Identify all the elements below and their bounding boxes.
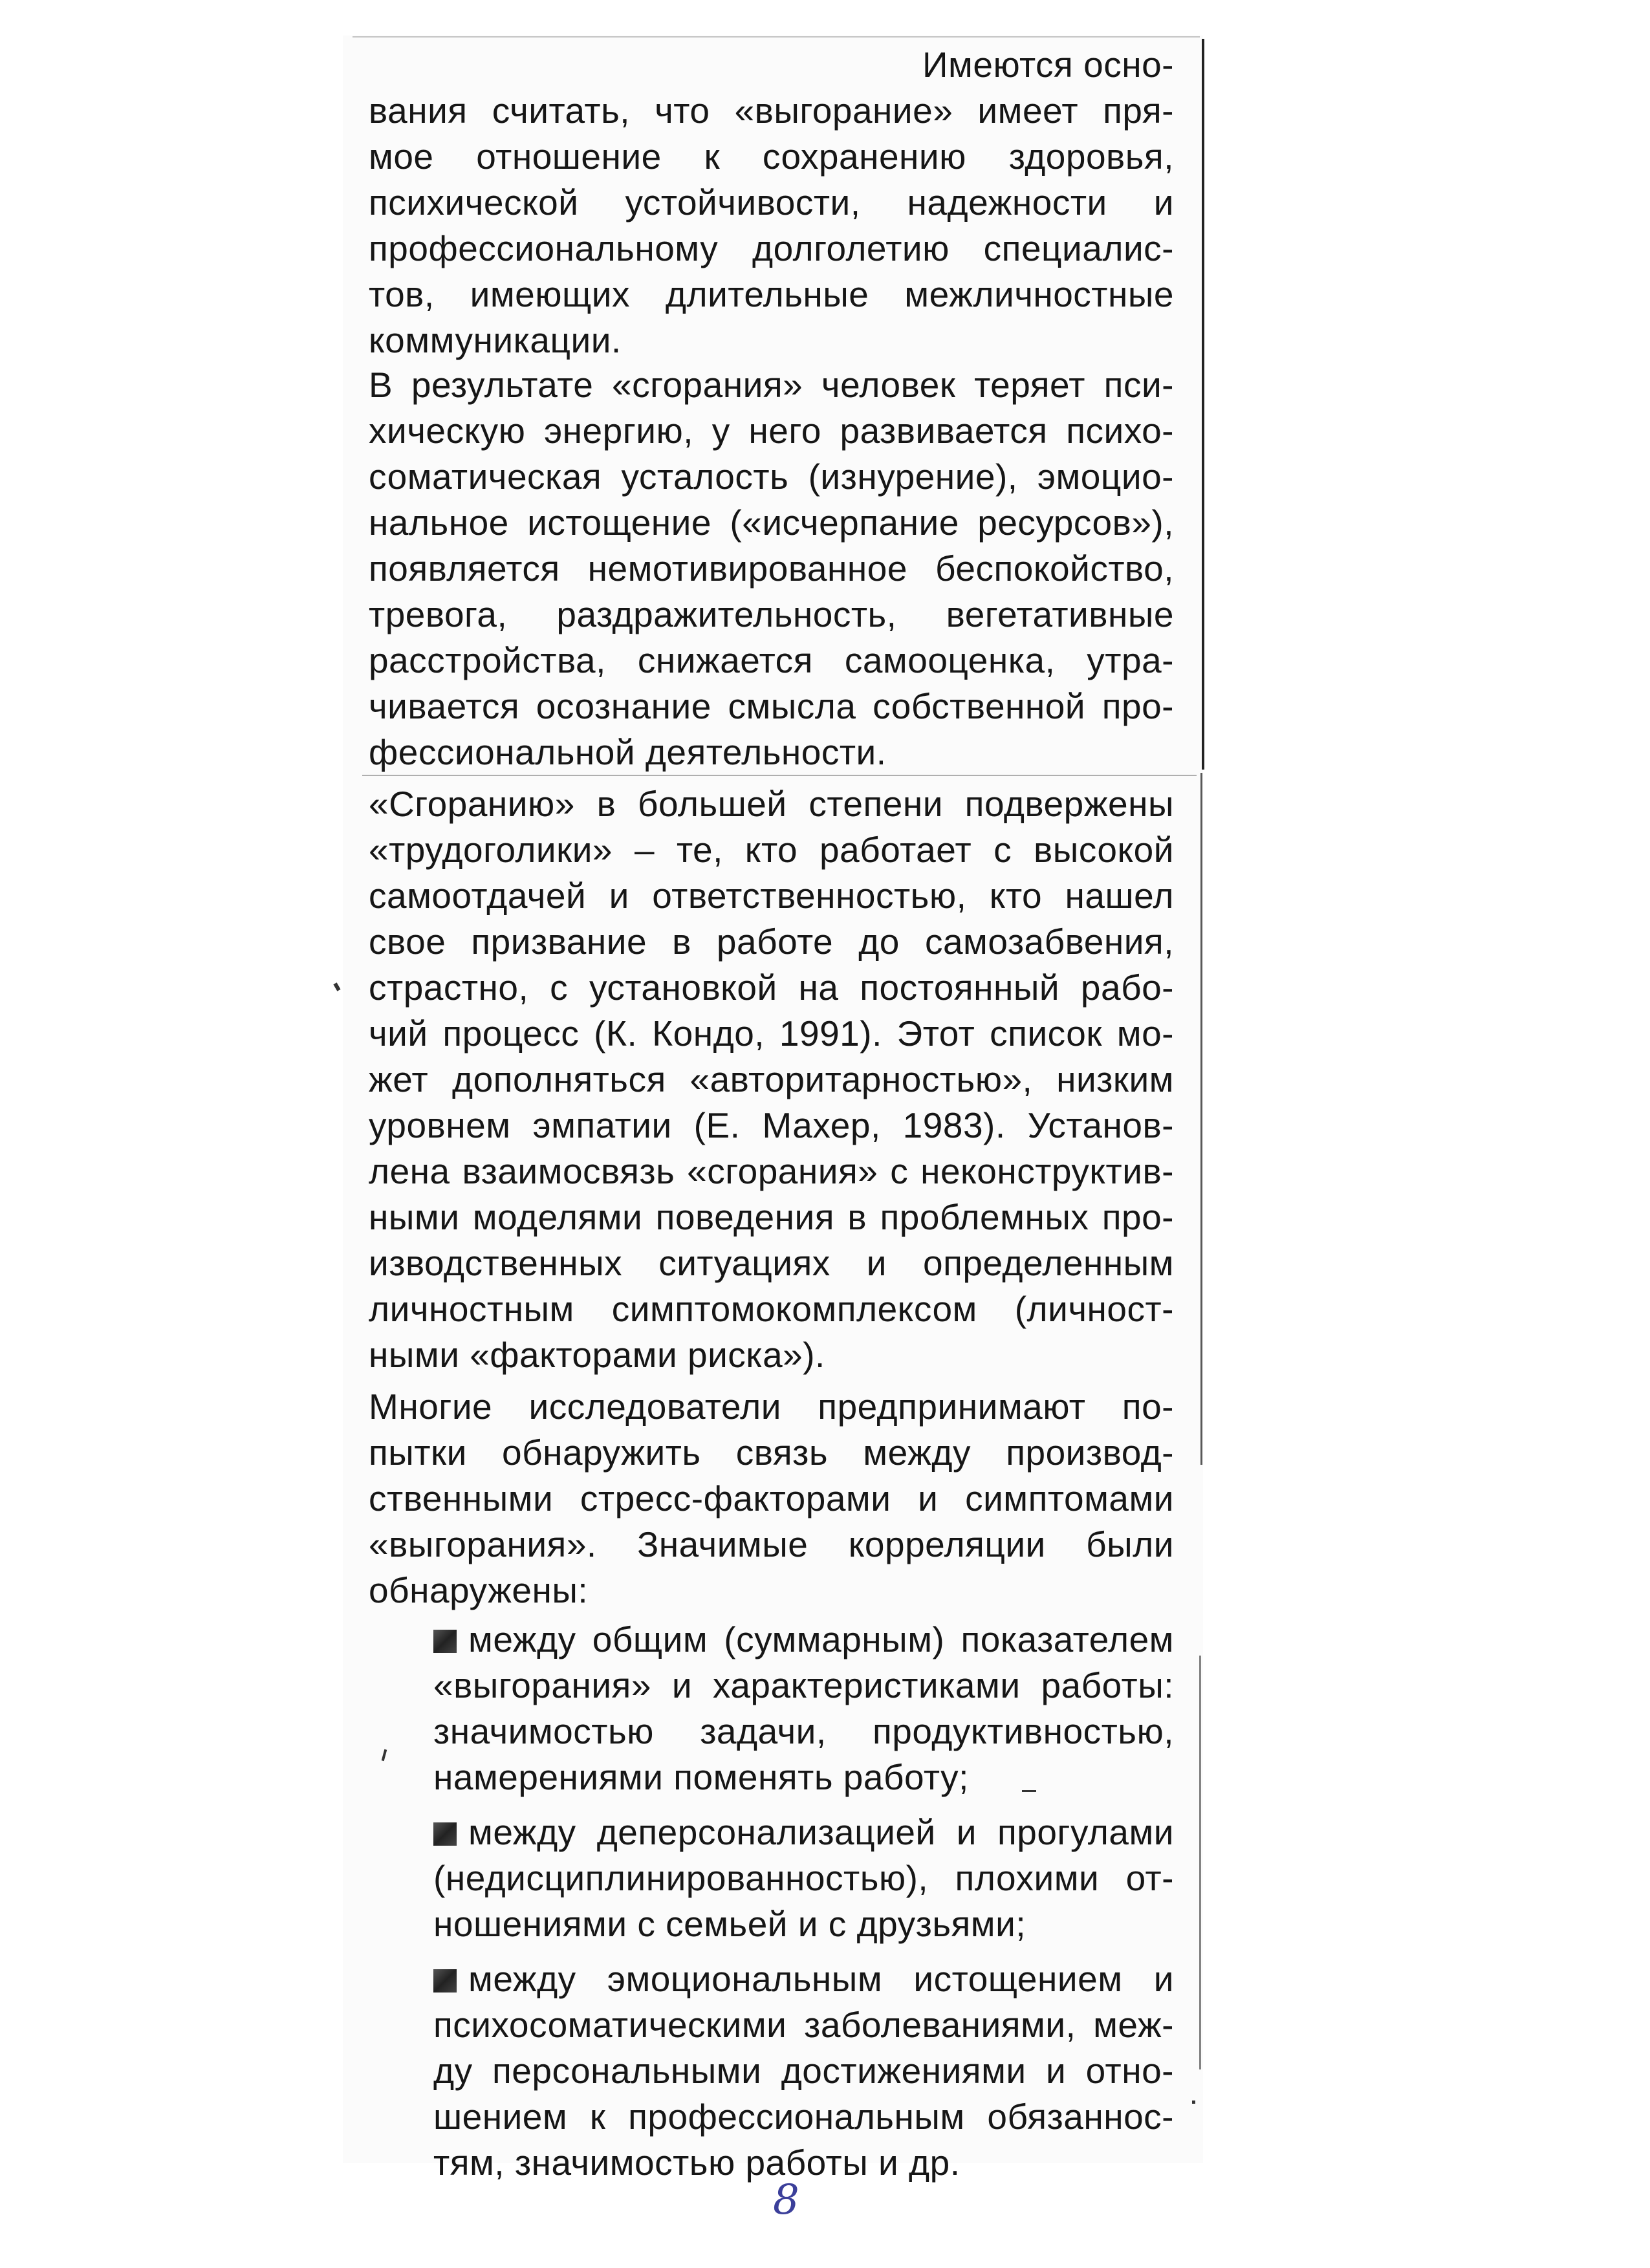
text-line: соматическая усталость (изнурение), эмоцио- (369, 457, 1174, 497)
text-line: ношениями с семьей и с друзьями; (433, 1904, 1026, 1944)
text-line: фессиональной деятельности. (369, 732, 887, 772)
clipping-right-edge-bottom (1199, 1656, 1201, 2069)
scan-speck (1022, 1790, 1036, 1792)
scan-speck (333, 982, 340, 991)
list-item (433, 1617, 1174, 1800)
text-line: ду персональными достижениями и отно- (433, 2051, 1174, 2091)
clipping-top-edge (353, 36, 1200, 38)
paragraph-burnout-effects (369, 362, 1174, 775)
text-line: мое отношение к сохранению здоровья, (369, 136, 1174, 177)
list-item (433, 1956, 1174, 2186)
text-line: профессиональному долголетию специалис- (369, 228, 1174, 268)
clipping-right-edge-top (1202, 39, 1204, 770)
text-line: расстройства, снижается самооценка, утра- (369, 640, 1174, 680)
text-line: лена взаимосвязь «сгорания» с неконструктив- (369, 1151, 1174, 1191)
square-bullet-icon (433, 1969, 457, 1993)
text-line (433, 1809, 1174, 1855)
text-line: «трудоголики» – те, кто работает с высокой (369, 830, 1174, 870)
list-item (433, 1809, 1174, 1947)
bullet-text: между общим (суммарным) показателем (468, 1619, 1174, 1659)
bullet-text: между эмоциональным истощением и (468, 1959, 1174, 1999)
square-bullet-icon (433, 1630, 457, 1653)
text-line: тям, значимостью работы и др. (433, 2143, 961, 2183)
text-line: уровнем эмпатии (Е. Махер, 1983). Установ- (369, 1105, 1174, 1145)
text-line: психосоматическими заболеваниями, меж- (433, 2005, 1174, 2045)
text-line: изводственных ситуациях и определенным (369, 1243, 1174, 1283)
scan-speck (1192, 2101, 1195, 2104)
text-line: личностным симптомокомплексом (личност- (369, 1289, 1174, 1329)
clipping-right-edge-middle (1200, 773, 1202, 1465)
text-line: ственными стресс-факторами и симптомами (369, 1478, 1174, 1518)
text-line: обнаружены: (369, 1570, 589, 1610)
text-line (433, 1617, 1174, 1663)
page-number: 8 (773, 2176, 799, 2224)
text-line: «Сгоранию» в большей степени подвержены (369, 784, 1174, 824)
text-line: значимостью задачи, продуктивностью, (433, 1711, 1174, 1751)
text-line: вания считать, что «выгорание» имеет пря- (369, 91, 1174, 131)
text-line: «выгорания». Значимые корреляции были (369, 1524, 1174, 1564)
text-line: хическую энергию, у него развивается психо- (369, 411, 1174, 451)
square-bullet-icon (433, 1822, 457, 1846)
text-line: Имеются осно- (922, 45, 1174, 85)
bullet-text: между деперсонализацией и прогулами (468, 1812, 1174, 1852)
text-line: чивается осознание смысла собственной про- (369, 686, 1174, 726)
text-line: появляется немотивированное беспокойство, (369, 548, 1174, 589)
text-line: «выгорания» и характеристиками работы: (433, 1665, 1174, 1705)
text-line: свое призвание в работе до самозабвения, (369, 922, 1174, 962)
text-line: В результате «сгорания» человек теряет пси- (369, 365, 1174, 405)
paragraph-research (369, 1384, 1174, 1614)
paragraph-burnout-intro (369, 42, 1174, 363)
text-line: ными «факторами риска»). (369, 1335, 825, 1375)
text-line: тов, имеющих длительные межличностные (369, 274, 1174, 314)
text-line: психической устойчивости, надежности и (369, 182, 1174, 222)
text-line: самоотдачей и ответственностью, кто нашел (369, 876, 1174, 916)
text-line: ными моделями поведения в проблемных про- (369, 1197, 1174, 1237)
text-line: чий процесс (К. Кондо, 1991). Этот список мо- (369, 1013, 1174, 1053)
text-line: Многие исследователи предпринимают по- (369, 1387, 1174, 1427)
text-line: тревога, раздражительность, вегетативные (369, 594, 1174, 634)
paragraph-workaholics (369, 781, 1174, 1378)
text-line: (недисциплинированностью), плохими от- (433, 1858, 1174, 1898)
text-line: шением к профессиональным обязаннос- (433, 2097, 1174, 2137)
text-line (433, 1956, 1174, 2002)
text-line: коммуникации. (369, 320, 622, 360)
text-line: пытки обнаружить связь между производ- (369, 1432, 1174, 1473)
text-line: намерениями поменять работу; (433, 1757, 969, 1797)
text-line: нальное истощение («исчерпание ресурсов»), (369, 502, 1174, 543)
text-line: жет дополняться «авторитарностью», низким (369, 1059, 1174, 1099)
text-line: страстно, с установкой на постоянный рабо- (369, 967, 1174, 1008)
correlation-list (433, 1617, 1174, 2195)
